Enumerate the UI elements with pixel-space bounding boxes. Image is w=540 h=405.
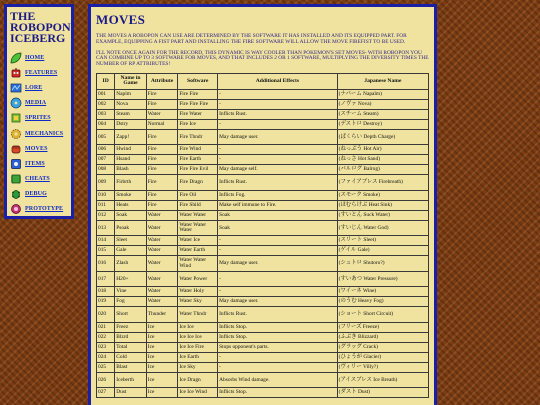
table-cell: Blast <box>115 362 147 372</box>
nav-label: DEBUG <box>25 191 47 198</box>
table-cell: Zapp! <box>115 129 147 145</box>
nav-item-items[interactable] <box>10 156 68 171</box>
table-cell: Water Water Water <box>178 220 218 236</box>
table-body <box>97 89 429 398</box>
table-cell: Fire Fire Fire <box>178 99 218 109</box>
table-cell: Psoak <box>115 220 147 236</box>
column-header: Name in Game <box>115 73 147 89</box>
table-cell: Blash <box>115 165 147 175</box>
table-cell: (スチーム Steam) <box>337 109 428 119</box>
nav-label: CHEATS <box>25 176 50 183</box>
page-title: MOVES <box>96 12 146 27</box>
column-header: Japanese Name <box>337 73 428 89</box>
site-title-line: THE <box>10 9 36 23</box>
nav-item-debug[interactable] <box>10 187 68 202</box>
cd-icon <box>10 97 22 109</box>
table-header-row <box>97 73 429 89</box>
table-cell: (グラッグ Crack) <box>337 342 428 352</box>
table-cell: Ice <box>146 342 178 352</box>
table-cell: (ねっさ Hot Sand) <box>337 155 428 165</box>
table-cell: (ナパーム Napalm) <box>337 89 428 99</box>
table-cell: Firbrth <box>115 175 147 191</box>
table-cell: (シュトロ Shutoro?) <box>337 256 428 272</box>
table-cell: 025 <box>97 362 115 372</box>
table-cell: 004 <box>97 119 115 129</box>
robot-icon <box>10 67 22 79</box>
table-cell: 015 <box>97 246 115 256</box>
table-row <box>97 99 429 109</box>
table-cell: - <box>218 89 338 99</box>
table-row <box>97 256 429 272</box>
table-cell: Hwind <box>115 145 147 155</box>
table-cell: Soak <box>218 210 338 220</box>
table-cell: Water Ice <box>178 236 218 246</box>
table-row <box>97 307 429 323</box>
table-cell: Ice <box>146 322 178 332</box>
table-cell: Fire <box>146 155 178 165</box>
table-row <box>97 200 429 210</box>
table-cell: - <box>218 271 338 287</box>
table-cell: (すいじん Water God) <box>337 220 428 236</box>
moves-table <box>96 73 429 399</box>
table-cell: Short <box>115 307 147 323</box>
table-cell: Iceberth <box>115 372 147 388</box>
table-cell: Ice <box>146 362 178 372</box>
table-cell: Ice Ice Wind <box>178 388 218 398</box>
table-cell: H20+ <box>115 271 147 287</box>
nav-item-media[interactable] <box>10 96 68 111</box>
table-cell: Ice <box>146 388 178 398</box>
prototype-icon <box>10 203 22 215</box>
table-row <box>97 129 429 145</box>
table-cell: Nova <box>115 99 147 109</box>
table-row <box>97 190 429 200</box>
table-cell: - <box>218 119 338 129</box>
nav-label: MOVES <box>25 145 48 152</box>
table-cell: - <box>218 352 338 362</box>
table-row <box>97 342 429 352</box>
table-cell: Ice Ice Fire <box>178 342 218 352</box>
table-cell: Ice <box>146 332 178 342</box>
site-title <box>10 9 71 45</box>
table-cell: Naplm <box>115 89 147 99</box>
table-cell: (ヴィリー Villy?) <box>337 362 428 372</box>
column-header: Software <box>178 73 218 89</box>
bug-icon <box>10 188 22 200</box>
table-cell: (ノヴァ Nova) <box>337 99 428 109</box>
table-cell: Water Power <box>178 271 218 287</box>
table-cell: 013 <box>97 220 115 236</box>
nav-label: PROTOTYPE <box>25 206 64 213</box>
table-cell: (ゲイル Gale) <box>337 246 428 256</box>
table-cell: - <box>218 99 338 109</box>
sidebar-nav <box>4 4 74 219</box>
sprite-icon <box>10 112 22 124</box>
table-cell: 003 <box>97 109 115 119</box>
table-cell: Sleet <box>115 236 147 246</box>
nav-item-mechanics[interactable] <box>10 126 68 141</box>
table-cell: (ワイーネ Wine) <box>337 287 428 297</box>
table-cell: Ice Ice <box>178 322 218 332</box>
nav-label: MECHANICS <box>25 130 64 137</box>
table-cell: Ice Ice Ice <box>178 332 218 342</box>
table-cell: Water <box>146 210 178 220</box>
item-icon <box>10 158 22 170</box>
nav-list <box>10 50 68 217</box>
table-cell: 014 <box>97 236 115 246</box>
nav-item-lore[interactable] <box>10 80 68 95</box>
nav-item-moves[interactable] <box>10 141 68 156</box>
table-cell: - <box>218 362 338 372</box>
table-row <box>97 220 429 236</box>
nav-label: FEATURES <box>25 69 58 76</box>
table-cell: Soak <box>115 210 147 220</box>
table-cell: 012 <box>97 210 115 220</box>
table-cell: 006 <box>97 145 115 155</box>
table-row <box>97 155 429 165</box>
table-cell: 026 <box>97 372 115 388</box>
table-row <box>97 271 429 287</box>
table-cell: Cold <box>115 352 147 362</box>
nav-item-home[interactable] <box>10 50 68 65</box>
map-icon <box>10 82 22 94</box>
table-row <box>97 89 429 99</box>
table-cell: 020 <box>97 307 115 323</box>
table-cell: 021 <box>97 322 115 332</box>
table-row <box>97 287 429 297</box>
site-title-line: ICEBERG <box>10 31 66 45</box>
table-row <box>97 165 429 175</box>
table-cell: (ファイアブレス Firebreath) <box>337 175 428 191</box>
table-cell: Inflicts Stop. <box>218 322 338 332</box>
table-cell: Water Sky <box>178 297 218 307</box>
table-cell: Fire <box>146 145 178 155</box>
table-cell: Water Thndr <box>178 307 218 323</box>
table-cell: Absorbs Wind damage. <box>218 372 338 388</box>
table-cell: 010 <box>97 190 115 200</box>
table-row <box>97 175 429 191</box>
table-cell: 022 <box>97 332 115 342</box>
intro-paragraph: I'LL NOTE ONCE AGAIN FOR THE RECORD, THIS DYNAMIC IS WAY COOLER THAN POKEMON'S SET MOVES- WITH ROBOPON YOU CAN COMBINE UP TO 3 SOFTWARE FOR MOVES, AND THAT INCLUDES 2 OR 1 SOFTWARE, MULTIPLYING THE DIVERSITY TIMES THE NUMBER OF RP ATTRIBUTES! <box>96 49 429 68</box>
table-cell: Dust <box>115 388 147 398</box>
table-cell: Blzrd <box>115 332 147 342</box>
nav-item-sprites[interactable] <box>10 111 68 126</box>
table-cell: 005 <box>97 129 115 145</box>
table-cell: Water <box>146 271 178 287</box>
table-cell: Inflicts Stop. <box>218 332 338 342</box>
table-cell: 001 <box>97 89 115 99</box>
table-cell: Steam <box>115 109 147 119</box>
table-cell: 011 <box>97 200 115 210</box>
table-cell: Inflicts Rust. <box>218 109 338 119</box>
nav-item-prototype[interactable] <box>10 202 68 217</box>
table-cell: Water Water <box>178 210 218 220</box>
table-cell: Stops opponent's parts. <box>218 342 338 352</box>
table-cell: May damage user. <box>218 129 338 145</box>
table-cell: 024 <box>97 352 115 362</box>
table-cell: Fire <box>146 99 178 109</box>
table-cell: (ねっぷう Hot Air) <box>337 145 428 155</box>
fist-icon <box>10 143 22 155</box>
table-cell: Fire Thndr <box>178 129 218 145</box>
table-cell: May damage user. <box>218 297 338 307</box>
table-row <box>97 297 429 307</box>
table-cell: (アイスブレス Ice Breath) <box>337 372 428 388</box>
table-cell: Water <box>146 236 178 246</box>
table-cell: (ショート Short Circuit) <box>337 307 428 323</box>
table-row <box>97 332 429 342</box>
table-cell: 016 <box>97 256 115 272</box>
table-cell: Soak <box>218 220 338 236</box>
table-row <box>97 119 429 129</box>
table-cell: (ダスト Dust) <box>337 388 428 398</box>
nav-label: SPRITES <box>25 115 51 122</box>
table-cell: 023 <box>97 342 115 352</box>
table-cell: Fire <box>146 129 178 145</box>
table-cell: May damage user. <box>218 256 338 272</box>
table-cell: Fire <box>146 190 178 200</box>
table-cell: (ふぶき Blizzard) <box>337 332 428 342</box>
table-cell: 008 <box>97 165 115 175</box>
table-row <box>97 372 429 388</box>
table-cell: - <box>218 236 338 246</box>
table-row <box>97 145 429 155</box>
table-cell: Water <box>146 109 178 119</box>
table-cell: 002 <box>97 99 115 109</box>
table-cell: (スリート Sleet) <box>337 236 428 246</box>
table-cell: Water Holy <box>178 287 218 297</box>
table-cell: Ice Dragn <box>178 372 218 388</box>
table-cell: Thunder <box>146 307 178 323</box>
table-cell: Ice <box>146 352 178 362</box>
table-cell: (スモーク Smoke) <box>337 190 428 200</box>
table-cell: Make self immune to Fire. <box>218 200 338 210</box>
table-cell: Fire <box>146 200 178 210</box>
table-cell: Water <box>146 220 178 236</box>
table-cell: Fire <box>146 175 178 191</box>
table-row <box>97 352 429 362</box>
main-content <box>88 4 437 405</box>
chip-icon <box>10 173 22 185</box>
nav-item-cheats[interactable] <box>10 172 68 187</box>
table-cell: 017 <box>97 271 115 287</box>
table-cell: Dstry <box>115 119 147 129</box>
table-cell: Ice Sky <box>178 362 218 372</box>
table-cell: Water Earth <box>178 246 218 256</box>
table-cell: - <box>218 246 338 256</box>
nav-item-features[interactable] <box>10 65 68 80</box>
column-header: Additional Effects <box>218 73 338 89</box>
table-cell: Fire Oil <box>178 190 218 200</box>
table-cell: Fire <box>146 165 178 175</box>
table-row <box>97 388 429 398</box>
table-cell: 018 <box>97 287 115 297</box>
table-cell: Vine <box>115 287 147 297</box>
table-cell: Fog <box>115 297 147 307</box>
table-cell: 007 <box>97 155 115 165</box>
table-cell: Inflicts Rust. <box>218 175 338 191</box>
table-cell: Normal <box>146 119 178 129</box>
table-cell: (すいとん Suck Water) <box>337 210 428 220</box>
intro-paragraph: THE MOVES A ROBOPON CAN USE ARE DETERMINED BY THE SOFTWARE IT HAS INSTALLED AND ITS EQUIPPED PART. FOR EXAMPLE, EQUIPPING A FIST PART AND INSTALLING THE FIRE SOFTWARE WILL ALLOW THE MOVE FIREFIST TO BE USED. <box>96 33 407 45</box>
table-cell: Ice Earth <box>178 352 218 362</box>
table-cell: - <box>218 145 338 155</box>
site-title-line: ROBOPON <box>10 20 71 34</box>
table-cell: Total <box>115 342 147 352</box>
table-cell: (ひょうが Glacier) <box>337 352 428 362</box>
table-cell: Heats <box>115 200 147 210</box>
table-cell: (デストロ Destroy) <box>337 119 428 129</box>
table-cell: Fire Water <box>178 109 218 119</box>
table-cell: Fire Earth <box>178 155 218 165</box>
table-cell: Inflicts Fog. <box>218 190 338 200</box>
column-header: Attribute <box>146 73 178 89</box>
table-row <box>97 109 429 119</box>
table-cell: Fire Fire <box>178 89 218 99</box>
table-row <box>97 362 429 372</box>
table-row <box>97 322 429 332</box>
table-cell: Water <box>146 287 178 297</box>
table-cell: Water Water Wind <box>178 256 218 272</box>
nav-label: MEDIA <box>25 100 47 107</box>
table-cell: (ばくらい Depth Charge) <box>337 129 428 145</box>
table-cell: - <box>218 155 338 165</box>
nav-label: LORE <box>25 84 43 91</box>
table-cell: Ice <box>146 372 178 388</box>
table-cell: Inflicts Stop. <box>218 388 338 398</box>
table-cell: (すいあつ Water Pressure) <box>337 271 428 287</box>
table-row <box>97 210 429 220</box>
table-cell: (ほむらけぶ Heat Sink) <box>337 200 428 210</box>
table-row <box>97 246 429 256</box>
nav-label: HOME <box>25 54 45 61</box>
table-cell: 019 <box>97 297 115 307</box>
table-cell: Fire Shild <box>178 200 218 210</box>
table-cell: Hsand <box>115 155 147 165</box>
table-cell: Fire Dragn <box>178 175 218 191</box>
table-cell: Fire Wind <box>178 145 218 155</box>
table-cell: Water <box>146 246 178 256</box>
table-cell: May damage self. <box>218 165 338 175</box>
table-cell: Water <box>146 297 178 307</box>
table-cell: Fire <box>146 89 178 99</box>
table-cell: Smoke <box>115 190 147 200</box>
table-cell: Fire Fire Evil <box>178 165 218 175</box>
table-cell: Water <box>146 256 178 272</box>
table-cell: (フリーズ Freeze) <box>337 322 428 332</box>
table-cell: 009 <box>97 175 115 191</box>
table-row <box>97 236 429 246</box>
table-cell: Gale <box>115 246 147 256</box>
table-cell: Inflicts Rust. <box>218 307 338 323</box>
leaf-icon <box>10 52 22 64</box>
table-cell: Zlash <box>115 256 147 272</box>
table-cell: (バルログ Balrog) <box>337 165 428 175</box>
table-cell: Freez <box>115 322 147 332</box>
gear-icon <box>10 128 22 140</box>
column-header: ID <box>97 73 115 89</box>
table-cell: - <box>218 287 338 297</box>
table-cell: (のうむ Heavy Fog) <box>337 297 428 307</box>
nav-label: ITEMS <box>25 160 45 167</box>
table-cell: Fire Ice <box>178 119 218 129</box>
table-cell: 027 <box>97 388 115 398</box>
